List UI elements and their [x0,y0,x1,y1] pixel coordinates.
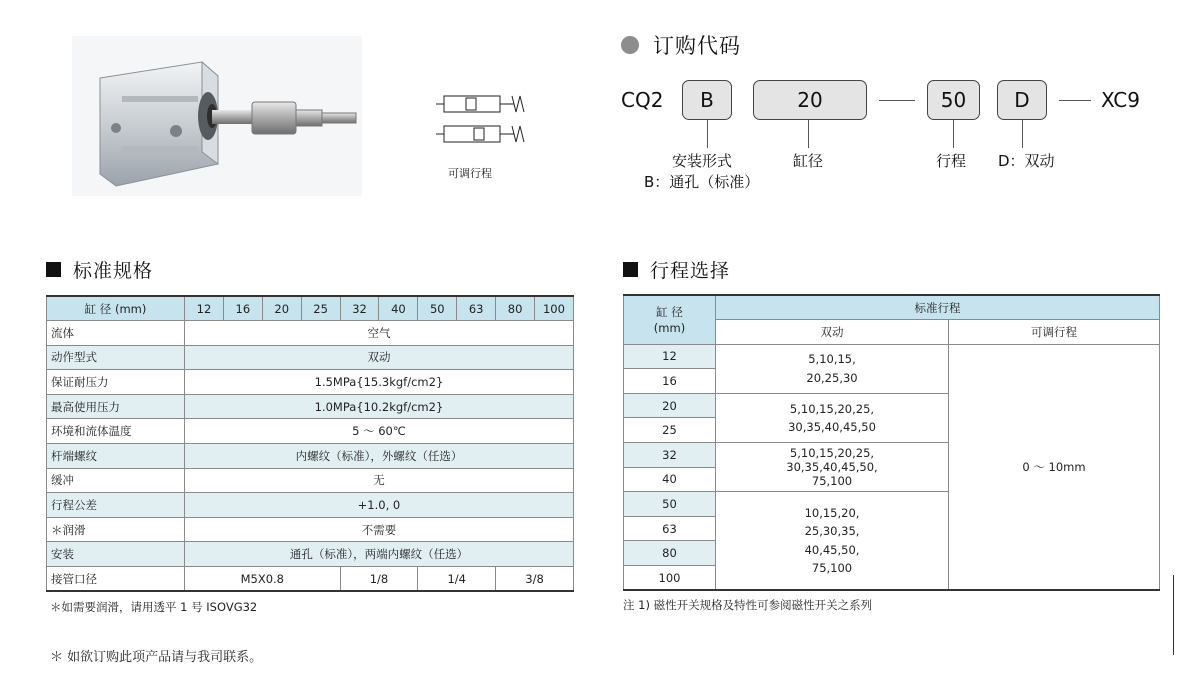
row-label: 动作型式 [47,345,185,370]
bore-cell: 100 [535,296,574,321]
row-label: ＊润滑 [47,517,185,542]
lubrication-footnote: ＊如需要润滑，请用透平 1 号 ISOVG32 [50,600,258,614]
sketch-caption: 可调行程 [448,167,492,180]
row-label: 接管口径 [47,567,185,592]
spec-table [46,295,574,592]
bore-cell: 50 [418,296,457,321]
dash-line [1059,100,1091,101]
row-value: 双动 [185,345,574,370]
bore-cell: 32 [624,443,716,468]
row-value: 1.5MPa{15.3kgf/cm2} [185,370,574,395]
code-box-action: D [997,80,1047,120]
bore-header-cell: 缸 径 (mm) [47,296,185,321]
stroke-values-line: 5,10,15, [808,352,856,367]
port-size-cell: 1/4 [418,567,496,592]
order-code-title: 订购代码 [653,34,741,58]
stroke-values-line: 20,25,30 [806,370,858,385]
leader-line [808,120,809,148]
row-value: 5 ～ 60℃ [185,419,574,444]
bore-cell: 40 [624,467,716,492]
spec-title: 标准规格 [73,260,154,282]
order-code-heading [621,30,741,60]
stroke-title: 行程选择 [650,260,731,282]
table-header-row [47,296,574,321]
product-photo [72,36,362,196]
stroke-values-line: 5,10,15,20,25, [789,401,875,416]
stroke-values-cell [716,443,949,492]
stroke-table [623,294,1160,591]
adjustable-stroke-cell: 0 ～ 10mm [949,344,1160,590]
bore-label: 缸径 [793,152,824,170]
stroke-values-line: 30,35,40,45,50, [786,459,878,474]
stroke-values-cell [716,492,949,590]
bore-cell: 32 [340,296,379,321]
bore-cell: 100 [624,566,716,591]
stroke-values-cell [716,344,949,393]
row-label: 杆端螺纹 [47,444,185,469]
square-bullet-icon [46,262,61,277]
bore-cell: 63 [624,516,716,541]
bore-cell: 40 [379,296,418,321]
row-value: 无 [185,468,574,493]
row-value: +1.0, 0 [185,493,574,518]
mount-detail-label: B：通孔（标准） [644,173,760,191]
page-edge-line [1173,575,1174,655]
action-label: D：双动 [998,152,1055,170]
bore-cell: 63 [457,296,496,321]
table-row [47,567,574,592]
row-value: 通孔（标准），两端内螺纹（任选） [185,542,574,567]
port-size-cell: 3/8 [496,567,574,592]
adjustable-stroke-sketch [430,86,530,156]
standard-stroke-header: 标准行程 [716,295,1160,320]
contact-note: ＊ 如欲订购此项产品请与我司联系。 [50,650,263,665]
bore-cell: 80 [496,296,535,321]
leader-line [1022,120,1023,148]
bore-header-cell [624,295,716,344]
bore-cell: 12 [624,344,716,369]
row-label: 流体 [47,321,185,346]
dash-line [879,100,915,101]
table-row [47,370,574,395]
spec-heading [46,256,153,283]
double-acting-header: 双动 [716,320,949,345]
code-box-bore: 20 [753,80,867,120]
leader-line [707,120,708,148]
row-value: 不需要 [185,517,574,542]
switch-note: 注 1) 磁性开关规格及特性可参阅磁性开关之系列 [623,598,873,612]
code-box-mount: B [682,80,732,120]
bore-cell: 25 [301,296,340,321]
bore-cell: 50 [624,492,716,517]
row-value: 内螺纹（标准），外螺纹（任选） [185,444,574,469]
bore-header-unit: (mm) [653,320,686,335]
row-label: 保证耐压力 [47,370,185,395]
stroke-values-line: 5,10,15,20,25, [789,445,875,460]
table-row [47,419,574,444]
table-header-row [624,295,1160,320]
stroke-values-line: 40,45,50, [804,542,860,557]
table-row [47,493,574,518]
bore-cell: 16 [624,369,716,394]
stroke-values-line: 75,100 [811,474,853,489]
row-value: 空气 [185,321,574,346]
stroke-values-line: 75,100 [811,561,853,576]
bore-cell: 25 [624,418,716,443]
bore-cell: 20 [262,296,301,321]
adjustable-stroke-header: 可调行程 [949,320,1160,345]
code-box-stroke: 50 [927,80,980,120]
stroke-values-cell [716,393,949,442]
table-row [47,345,574,370]
table-row [47,444,574,469]
stroke-values-line: 30,35,40,45,50 [788,419,876,434]
mount-label: 安装形式 [672,152,733,170]
table-row [47,321,574,346]
bore-cell: 16 [223,296,262,321]
leader-line [953,120,954,148]
bore-header-label: 缸 径 [656,304,683,319]
code-prefix: CQ2 [621,88,664,112]
port-size-cell: 1/8 [340,567,418,592]
bullet-dot-icon [621,36,639,54]
row-label: 缓冲 [47,468,185,493]
row-label: 最高使用压力 [47,394,185,419]
stroke-heading [623,256,730,283]
stroke-label: 行程 [936,152,967,170]
table-row [47,468,574,493]
bore-cell: 12 [185,296,224,321]
code-suffix: XC9 [1101,88,1140,112]
stroke-values-line: 10,15,20, [804,505,860,520]
bore-cell: 20 [624,393,716,418]
row-value: 1.0MPa{10.2kgf/cm2} [185,394,574,419]
stroke-values-line: 25,30,35, [804,524,860,539]
table-row [47,542,574,567]
row-label: 安装 [47,542,185,567]
port-size-cell: M5X0.8 [185,567,341,592]
table-row [624,344,1160,369]
square-bullet-icon [623,262,638,277]
row-label: 环境和流体温度 [47,419,185,444]
bore-cell: 80 [624,541,716,566]
table-row [47,394,574,419]
row-label: 行程公差 [47,493,185,518]
table-row [47,517,574,542]
